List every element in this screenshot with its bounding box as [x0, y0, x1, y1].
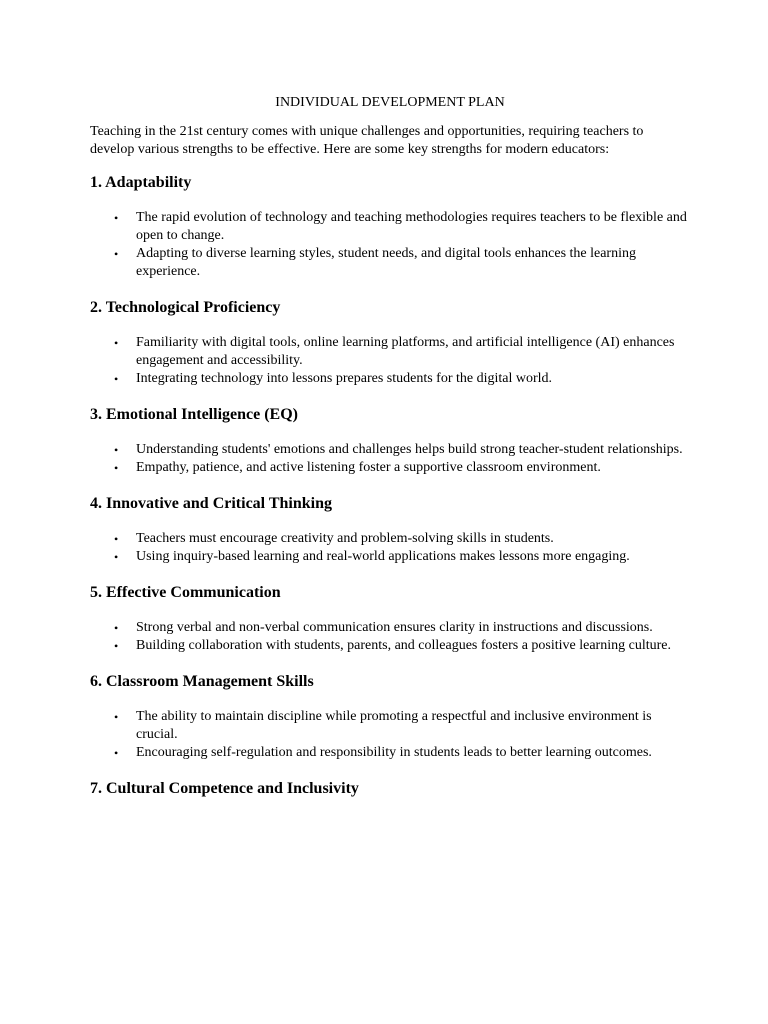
- list-item: [90, 441, 690, 459]
- intro-paragraph: Teaching in the 21st century comes with unique challenges and opportunities, requiring teachers to develop various strengths to be effective. Here are some key strengths for modern educators:: [90, 124, 644, 157]
- list-item: [90, 548, 690, 566]
- bullet-icon: •: [114, 461, 119, 475]
- bullet-icon: •: [114, 372, 119, 386]
- section-heading: 1. Adaptability: [90, 174, 192, 191]
- list-item: [90, 744, 690, 762]
- list-item-text: Teachers must encourage creativity and problem-solving skills in students.: [136, 531, 554, 546]
- list-item-text: The rapid evolution of technology and teaching methodologies requires teachers to be flexible and open to change.: [136, 210, 687, 243]
- sections-container: [90, 173, 690, 799]
- bullet-icon: •: [114, 443, 119, 457]
- section-heading: 2. Technological Proficiency: [90, 299, 281, 316]
- bullet-list: [90, 708, 690, 762]
- bullet-list: [90, 530, 690, 566]
- list-item-text: Adapting to diverse learning styles, student needs, and digital tools enhances the learning experience.: [136, 246, 636, 279]
- section-heading: 6. Classroom Management Skills: [90, 673, 314, 690]
- bullet-icon: •: [114, 336, 119, 350]
- list-item: [90, 370, 690, 388]
- list-item-text: Empathy, patience, and active listening foster a supportive classroom environment.: [136, 460, 601, 475]
- bullet-list: [90, 334, 690, 388]
- bullet-list: [90, 619, 690, 655]
- list-item-text: Building collaboration with students, parents, and colleagues fosters a positive learning culture.: [136, 638, 671, 653]
- document-title: INDIVIDUAL DEVELOPMENT PLAN: [275, 95, 505, 110]
- section-heading: 3. Emotional Intelligence (EQ): [90, 406, 298, 423]
- list-item: [90, 619, 690, 637]
- list-item: [90, 459, 690, 477]
- bullet-icon: •: [114, 621, 119, 635]
- document-page: [90, 94, 690, 815]
- bullet-icon: •: [114, 550, 119, 564]
- list-item: [90, 530, 690, 548]
- list-item-text: Familiarity with digital tools, online learning platforms, and artificial intelligence (AI) enhances engagement and accessibility.: [136, 335, 675, 368]
- list-item: [90, 708, 690, 744]
- list-item: [90, 637, 690, 655]
- bullet-icon: •: [114, 247, 119, 261]
- list-item-text: The ability to maintain discipline while promoting a respectful and inclusive environment is crucial.: [136, 709, 652, 742]
- list-item-text: Using inquiry-based learning and real-world applications makes lessons more engaging.: [136, 549, 630, 564]
- bullet-icon: •: [114, 639, 119, 653]
- section-heading: 7. Cultural Competence and Inclusivity: [90, 780, 359, 797]
- list-item-text: Integrating technology into lessons prepares students for the digital world.: [136, 371, 553, 386]
- bullet-icon: •: [114, 532, 119, 546]
- list-item: [90, 334, 690, 370]
- list-item-text: Encouraging self-regulation and responsibility in students leads to better learning outcomes.: [136, 745, 652, 760]
- list-item-text: Understanding students' emotions and challenges helps build strong teacher-student relationships.: [136, 442, 683, 457]
- bullet-list: [90, 209, 690, 281]
- bullet-list: [90, 441, 690, 477]
- bullet-icon: •: [114, 211, 119, 225]
- bullet-icon: •: [114, 710, 119, 724]
- list-item: [90, 245, 690, 281]
- list-item: [90, 209, 690, 245]
- section-heading: 4. Innovative and Critical Thinking: [90, 495, 332, 512]
- list-item-text: Strong verbal and non-verbal communication ensures clarity in instructions and discussions.: [136, 620, 653, 635]
- section-heading: 5. Effective Communication: [90, 584, 281, 601]
- bullet-icon: •: [114, 746, 119, 760]
